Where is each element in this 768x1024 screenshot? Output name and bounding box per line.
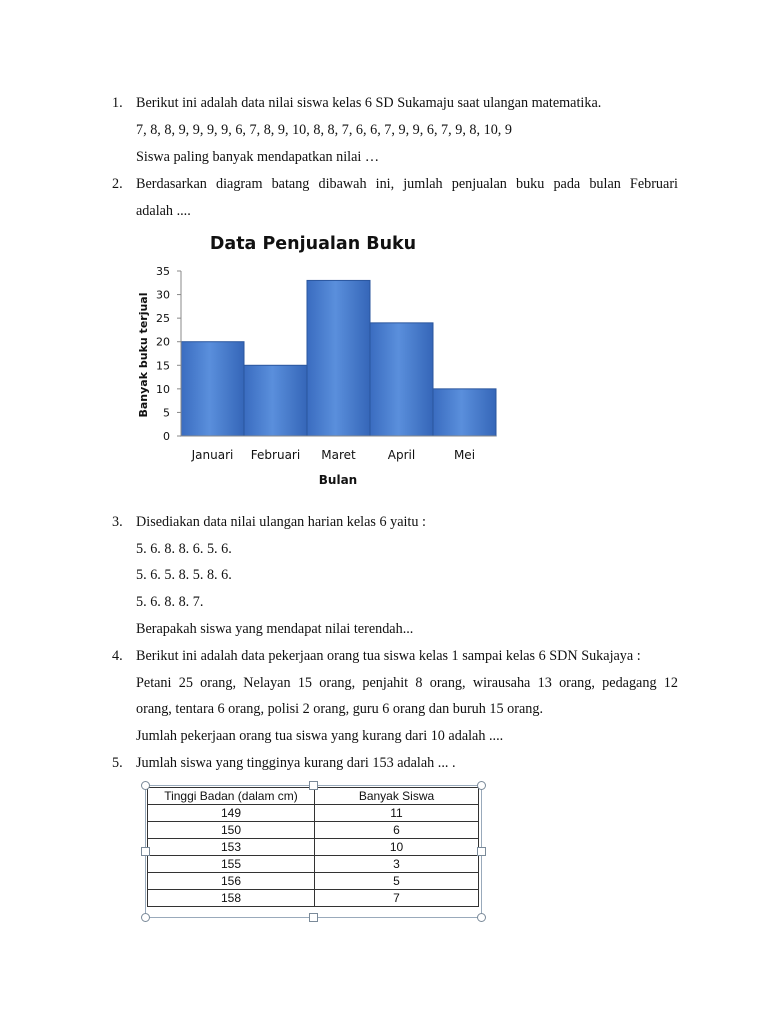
- bar-maret: [307, 280, 370, 436]
- resize-handle-bottom[interactable]: [309, 913, 318, 922]
- question-prompt: Siswa paling banyak mendapatkan nilai …: [136, 149, 380, 165]
- table-row: [148, 873, 479, 890]
- resize-handle-left[interactable]: [141, 847, 150, 856]
- table-cell-count: 7: [315, 890, 479, 907]
- table-cell-count: 5: [315, 873, 479, 890]
- resize-handle-bottom-right[interactable]: [477, 913, 486, 922]
- y-tick-label: 35: [156, 265, 170, 278]
- y-tick-label: 5: [163, 406, 170, 420]
- x-tick-label: Maret: [321, 448, 356, 462]
- table-header-row: [148, 788, 479, 805]
- table-cell-height: 149: [148, 805, 315, 822]
- table-header-height: Tinggi Badan (dalam cm): [148, 788, 315, 805]
- data-values: 5. 6. 8. 8. 6. 5. 6.: [136, 541, 232, 557]
- table-cell-height: 158: [148, 890, 315, 907]
- table-cell-count: 3: [315, 856, 479, 873]
- y-tick-label: 20: [156, 335, 170, 349]
- bar-chart: [128, 226, 508, 496]
- question-text: Berdasarkan diagram batang dibawah ini, jumlah penjualan buku pada bulan Februari: [136, 176, 678, 192]
- table-cell-height: 150: [148, 822, 315, 839]
- question-number: 3.: [112, 514, 123, 530]
- question-text: Jumlah siswa yang tingginya kurang dari 153 adalah ... .: [136, 755, 456, 771]
- table-header-count: Banyak Siswa: [315, 788, 479, 805]
- bar-januari: [181, 342, 244, 436]
- question-number: 2.: [112, 176, 123, 192]
- y-axis-label: Banyak buku terjual: [137, 292, 150, 418]
- question-text: Disediakan data nilai ulangan harian kelas 6 yaitu :: [136, 514, 426, 530]
- table-row: [148, 839, 479, 856]
- y-tick-label: 15: [156, 359, 170, 373]
- table-cell-count: 11: [315, 805, 479, 822]
- question-text-continued: adalah ....: [136, 203, 191, 219]
- table-cell-height: 155: [148, 856, 315, 873]
- question-prompt: Berapakah siswa yang mendapat nilai terendah...: [136, 621, 414, 637]
- y-tick-label: 0: [163, 430, 170, 443]
- question-text: Berikut ini adalah data nilai siswa kelas 6 SD Sukamaju saat ulangan matematika.: [136, 95, 602, 111]
- x-tick-label: Januari: [191, 448, 234, 462]
- table-cell-height: 156: [148, 873, 315, 890]
- resize-handle-right[interactable]: [477, 847, 486, 856]
- bar-mei: [433, 389, 496, 436]
- bar-april: [370, 323, 433, 436]
- y-tick-label: 25: [156, 312, 170, 326]
- question-number: 4.: [112, 648, 123, 664]
- y-tick-label: 30: [156, 288, 170, 302]
- table-row: [148, 805, 479, 822]
- chart-title: Data Penjualan Buku: [209, 234, 417, 254]
- data-values: 7, 8, 8, 9, 9, 9, 9, 6, 7, 8, 9, 10, 8, 8, 7, 6, 6, 7, 9, 9, 6, 7, 9, 8, 10, 9: [136, 122, 512, 138]
- x-tick-label: April: [387, 448, 416, 462]
- table-row: [148, 856, 479, 873]
- data-values: 5. 6. 8. 8. 7.: [136, 594, 204, 610]
- table-row: [148, 822, 479, 839]
- data-values: 5. 6. 5. 8. 5. 8. 6.: [136, 567, 232, 583]
- question-prompt: Jumlah pekerjaan orang tua siswa yang kurang dari 10 adalah ....: [136, 728, 504, 744]
- table-row: [148, 890, 479, 907]
- data-values: Petani 25 orang, Nelayan 15 orang, penjahit 8 orang, wirausaha 13 orang, pedagang 12: [136, 675, 678, 691]
- question-number: 1.: [112, 95, 123, 111]
- question-number: 5.: [112, 755, 123, 771]
- x-axis-label: Bulan: [318, 473, 358, 487]
- y-tick-label: 10: [156, 382, 170, 396]
- x-tick-label: Februari: [250, 448, 301, 462]
- resize-handle-bottom-left[interactable]: [141, 913, 150, 922]
- table-cell-count: 6: [315, 822, 479, 839]
- resize-handle-top[interactable]: [309, 781, 318, 790]
- height-table-object[interactable]: [145, 785, 482, 918]
- bar-februari: [244, 365, 307, 436]
- x-tick-label: Mei: [453, 448, 476, 462]
- table-cell-count: 10: [315, 839, 479, 856]
- resize-handle-top-left[interactable]: [141, 781, 150, 790]
- question-text: Berikut ini adalah data pekerjaan orang tua siswa kelas 1 sampai kelas 6 SDN Sukajaya :: [136, 648, 641, 664]
- data-values: orang, tentara 6 orang, polisi 2 orang, guru 6 orang dan buruh 15 orang.: [136, 701, 543, 717]
- table-cell-height: 153: [148, 839, 315, 856]
- resize-handle-top-right[interactable]: [477, 781, 486, 790]
- height-table: [147, 787, 479, 907]
